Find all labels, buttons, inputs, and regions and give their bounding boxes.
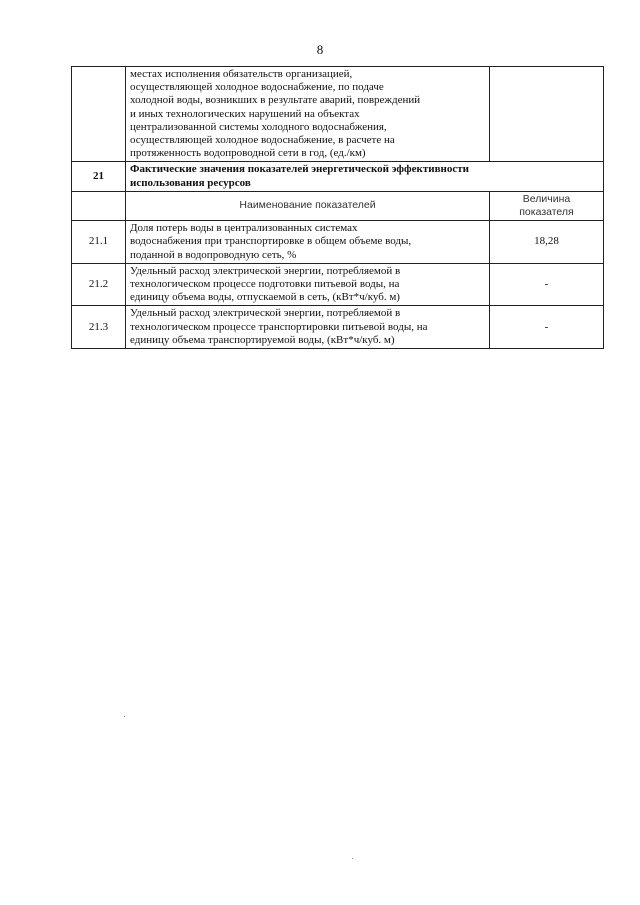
table-row-column-header (72, 191, 604, 220)
continuation-text-line: местах исполнения обязательств организацией, (130, 68, 353, 80)
column-header-value (490, 191, 604, 220)
row-text-line: технологическом процессе подготовки питьевой воды, на (130, 278, 400, 291)
continuation-text-cell (126, 67, 490, 162)
continuation-text-line: холодной воды, возникших в результате аварий, повреждений (130, 94, 421, 107)
row-text-line: технологическом процессе транспортировки питьевой воды, на (130, 320, 428, 333)
row-text-line: единицу объема воды, отпускаемой в сеть, (кВт*ч/куб. м) (130, 291, 400, 304)
row-text-line: водоснабжения при транспортировке в общем объеме воды, (130, 235, 412, 248)
row-text-line: Удельный расход электрической энергии, потребляемой в (130, 264, 401, 277)
scan-speck (124, 716, 125, 717)
indicators-table (71, 66, 604, 349)
row-number: 21.2 (72, 263, 126, 306)
scan-speck (352, 858, 353, 859)
continuation-text-line: и иных технологических нарушений на объектах (130, 107, 360, 120)
row-text (126, 263, 490, 306)
column-header-value-line: Величина (522, 192, 571, 205)
continuation-number-cell (72, 67, 126, 162)
row-text (126, 221, 490, 264)
table-row-section-header (72, 162, 604, 191)
table-row (72, 221, 604, 264)
row-value: - (490, 263, 604, 306)
page-number: 8 (316, 42, 324, 57)
column-header-name: Наименование показателей (126, 191, 490, 220)
table-row-continuation (72, 67, 604, 162)
continuation-text-line: централизованной системы холодного водоснабжения, (130, 120, 387, 133)
column-header-value-line: показателя (519, 206, 574, 219)
row-text-line: Удельный расход электрической энергии, потребляемой в (130, 307, 401, 320)
row-text-line: поданной в водопроводную сеть, % (130, 248, 297, 261)
row-value: - (490, 306, 604, 349)
row-value: 18,28 (490, 221, 604, 264)
table-row (72, 306, 604, 349)
header-number-cell (72, 191, 126, 220)
row-text-line: Доля потерь воды в централизованных системах (130, 222, 358, 235)
row-text (126, 306, 490, 349)
table-row (72, 263, 604, 306)
row-number: 21.3 (72, 306, 126, 349)
continuation-text-line: осуществляющей холодное водоснабжение, в расчете на (130, 134, 395, 147)
continuation-value-cell (490, 67, 604, 162)
row-number: 21.1 (72, 221, 126, 264)
section-title-line: Фактические значения показателей энергетической эффективности (130, 163, 470, 176)
section-number: 21 (72, 162, 126, 191)
section-title (126, 162, 604, 191)
row-text-line: единицу объема транспортируемой воды, (кВт*ч/куб. м) (130, 333, 395, 346)
continuation-text-line: протяженность водопроводной сети в год, (ед./км) (130, 147, 366, 160)
section-title-line: использования ресурсов (130, 176, 251, 189)
continuation-text-line: осуществляющей холодное водоснабжение, по подаче (130, 81, 384, 94)
